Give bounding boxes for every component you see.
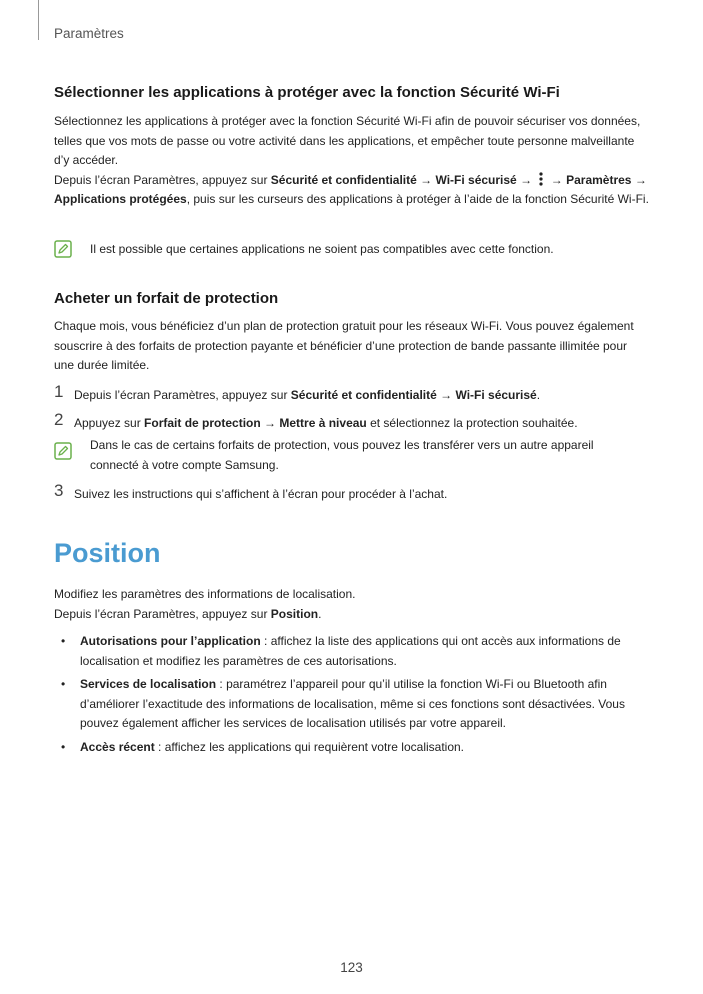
bullet-icon: • [61, 739, 66, 754]
step-number: 3 [54, 481, 64, 500]
step1-prefix: Depuis l’écran Paramètres, appuyez sur [74, 388, 291, 402]
wifi-note [54, 240, 650, 260]
list-item [54, 632, 650, 671]
wifi-instruction [54, 171, 650, 210]
step3-text: Suivez les instructions qui s’affichent à l’écran pour procéder à l’achat. [74, 487, 448, 501]
position-instr-target: Position [270, 606, 319, 621]
position-section-title: Position [54, 538, 161, 568]
header-label: Paramètres [54, 26, 124, 41]
plan-step-2 [54, 410, 650, 434]
step1-path: Sécurité et confidentialité → Wi-Fi sécurisé [290, 388, 537, 402]
step-number: 1 [54, 382, 64, 401]
wifi-instr-path1: Sécurité et confidentialité → Wi-Fi sécurisé → [270, 172, 533, 187]
note-icon [54, 442, 72, 460]
plan-intro: Chaque mois, vous bénéficiez d’un plan de protection gratuit pour les réseaux Wi-Fi. Vous pouvez également souscrire à des forfaits de protection payante et bénéficier d’une protection de bande passante illimitée pour une durée limitée. [54, 319, 634, 372]
note-icon [54, 240, 72, 258]
position-body [54, 585, 650, 624]
wifi-instr-prefix: Depuis l’écran Paramètres, appuyez sur [54, 172, 271, 187]
plan-note-text: Dans le cas de certains forfaits de protection, vous pouvez les transférer vers un autre appareil connecté à votre compte Samsung. [90, 438, 594, 472]
plan-step-3 [54, 481, 650, 505]
step2-prefix: Appuyez sur [74, 416, 145, 430]
bullet-icon: • [61, 634, 66, 648]
list-item [54, 675, 650, 734]
position-instr-prefix: Depuis l’écran Paramètres, appuyez sur [54, 606, 271, 621]
corner-rule [38, 0, 39, 40]
position-instruction [54, 605, 650, 625]
bullet-icon: • [61, 677, 66, 691]
step-number: 2 [54, 410, 64, 429]
more-options-icon [537, 172, 545, 186]
position-bullet-list [54, 632, 650, 761]
wifi-note-text: Il est possible que certaines applications ne soient pas compatibles avec cette fonction. [90, 242, 554, 256]
position-instr-suffix: . [318, 606, 322, 621]
list-item [54, 738, 650, 758]
plan-note [54, 436, 650, 475]
wifi-section-body [54, 112, 650, 210]
wifi-instr-path2: → Paramètres → Applications protégées [54, 172, 647, 206]
bullet-desc: : paramétrez l’appareil pour qu’il utilise la fonction Wi-Fi ou Bluetooth afin d’améliorer l’exactitude des informations de localisation, même si ces fonctions sont désactivées. Vous pouvez également afficher les services de localisation utilisés par votre appareil. [80, 677, 625, 730]
step2-suffix: et sélectionnez la protection souhaitée. [366, 416, 578, 430]
plan-step-1 [54, 382, 650, 406]
position-intro: Modifiez les paramètres des informations de localisation. [54, 587, 356, 601]
wifi-section-title: Sélectionner les applications à protéger avec la fonction Sécurité Wi-Fi [54, 84, 560, 101]
plan-section-title: Acheter un forfait de protection [54, 290, 279, 307]
step2-path: Forfait de protection → Mettre à niveau [144, 416, 367, 430]
wifi-instr-suffix: , puis sur les curseurs des applications à protéger à l’aide de la fonction Sécurité Wi-Fi. [186, 192, 649, 206]
bullet-term: Accès récent [80, 739, 155, 754]
bullet-desc: : affichez la liste des applications qui ont accès aux informations de localisation et modifiez les paramètres de ces autorisations. [80, 634, 621, 668]
bullet-term: Services de localisation [80, 677, 217, 691]
page-number: 123 [340, 960, 363, 975]
bullet-term: Autorisations pour l’application [80, 634, 261, 648]
wifi-intro: Sélectionnez les applications à protéger avec la fonction Sécurité Wi-Fi afin de pouvoir sécuriser vos données, telles que vos mots de passe ou votre activité dans les applications, et empêcher toute personne malveillante d’y accéder. [54, 114, 641, 167]
step1-suffix: . [536, 388, 541, 402]
bullet-desc: : affichez les applications qui requièrent votre localisation. [154, 739, 465, 754]
